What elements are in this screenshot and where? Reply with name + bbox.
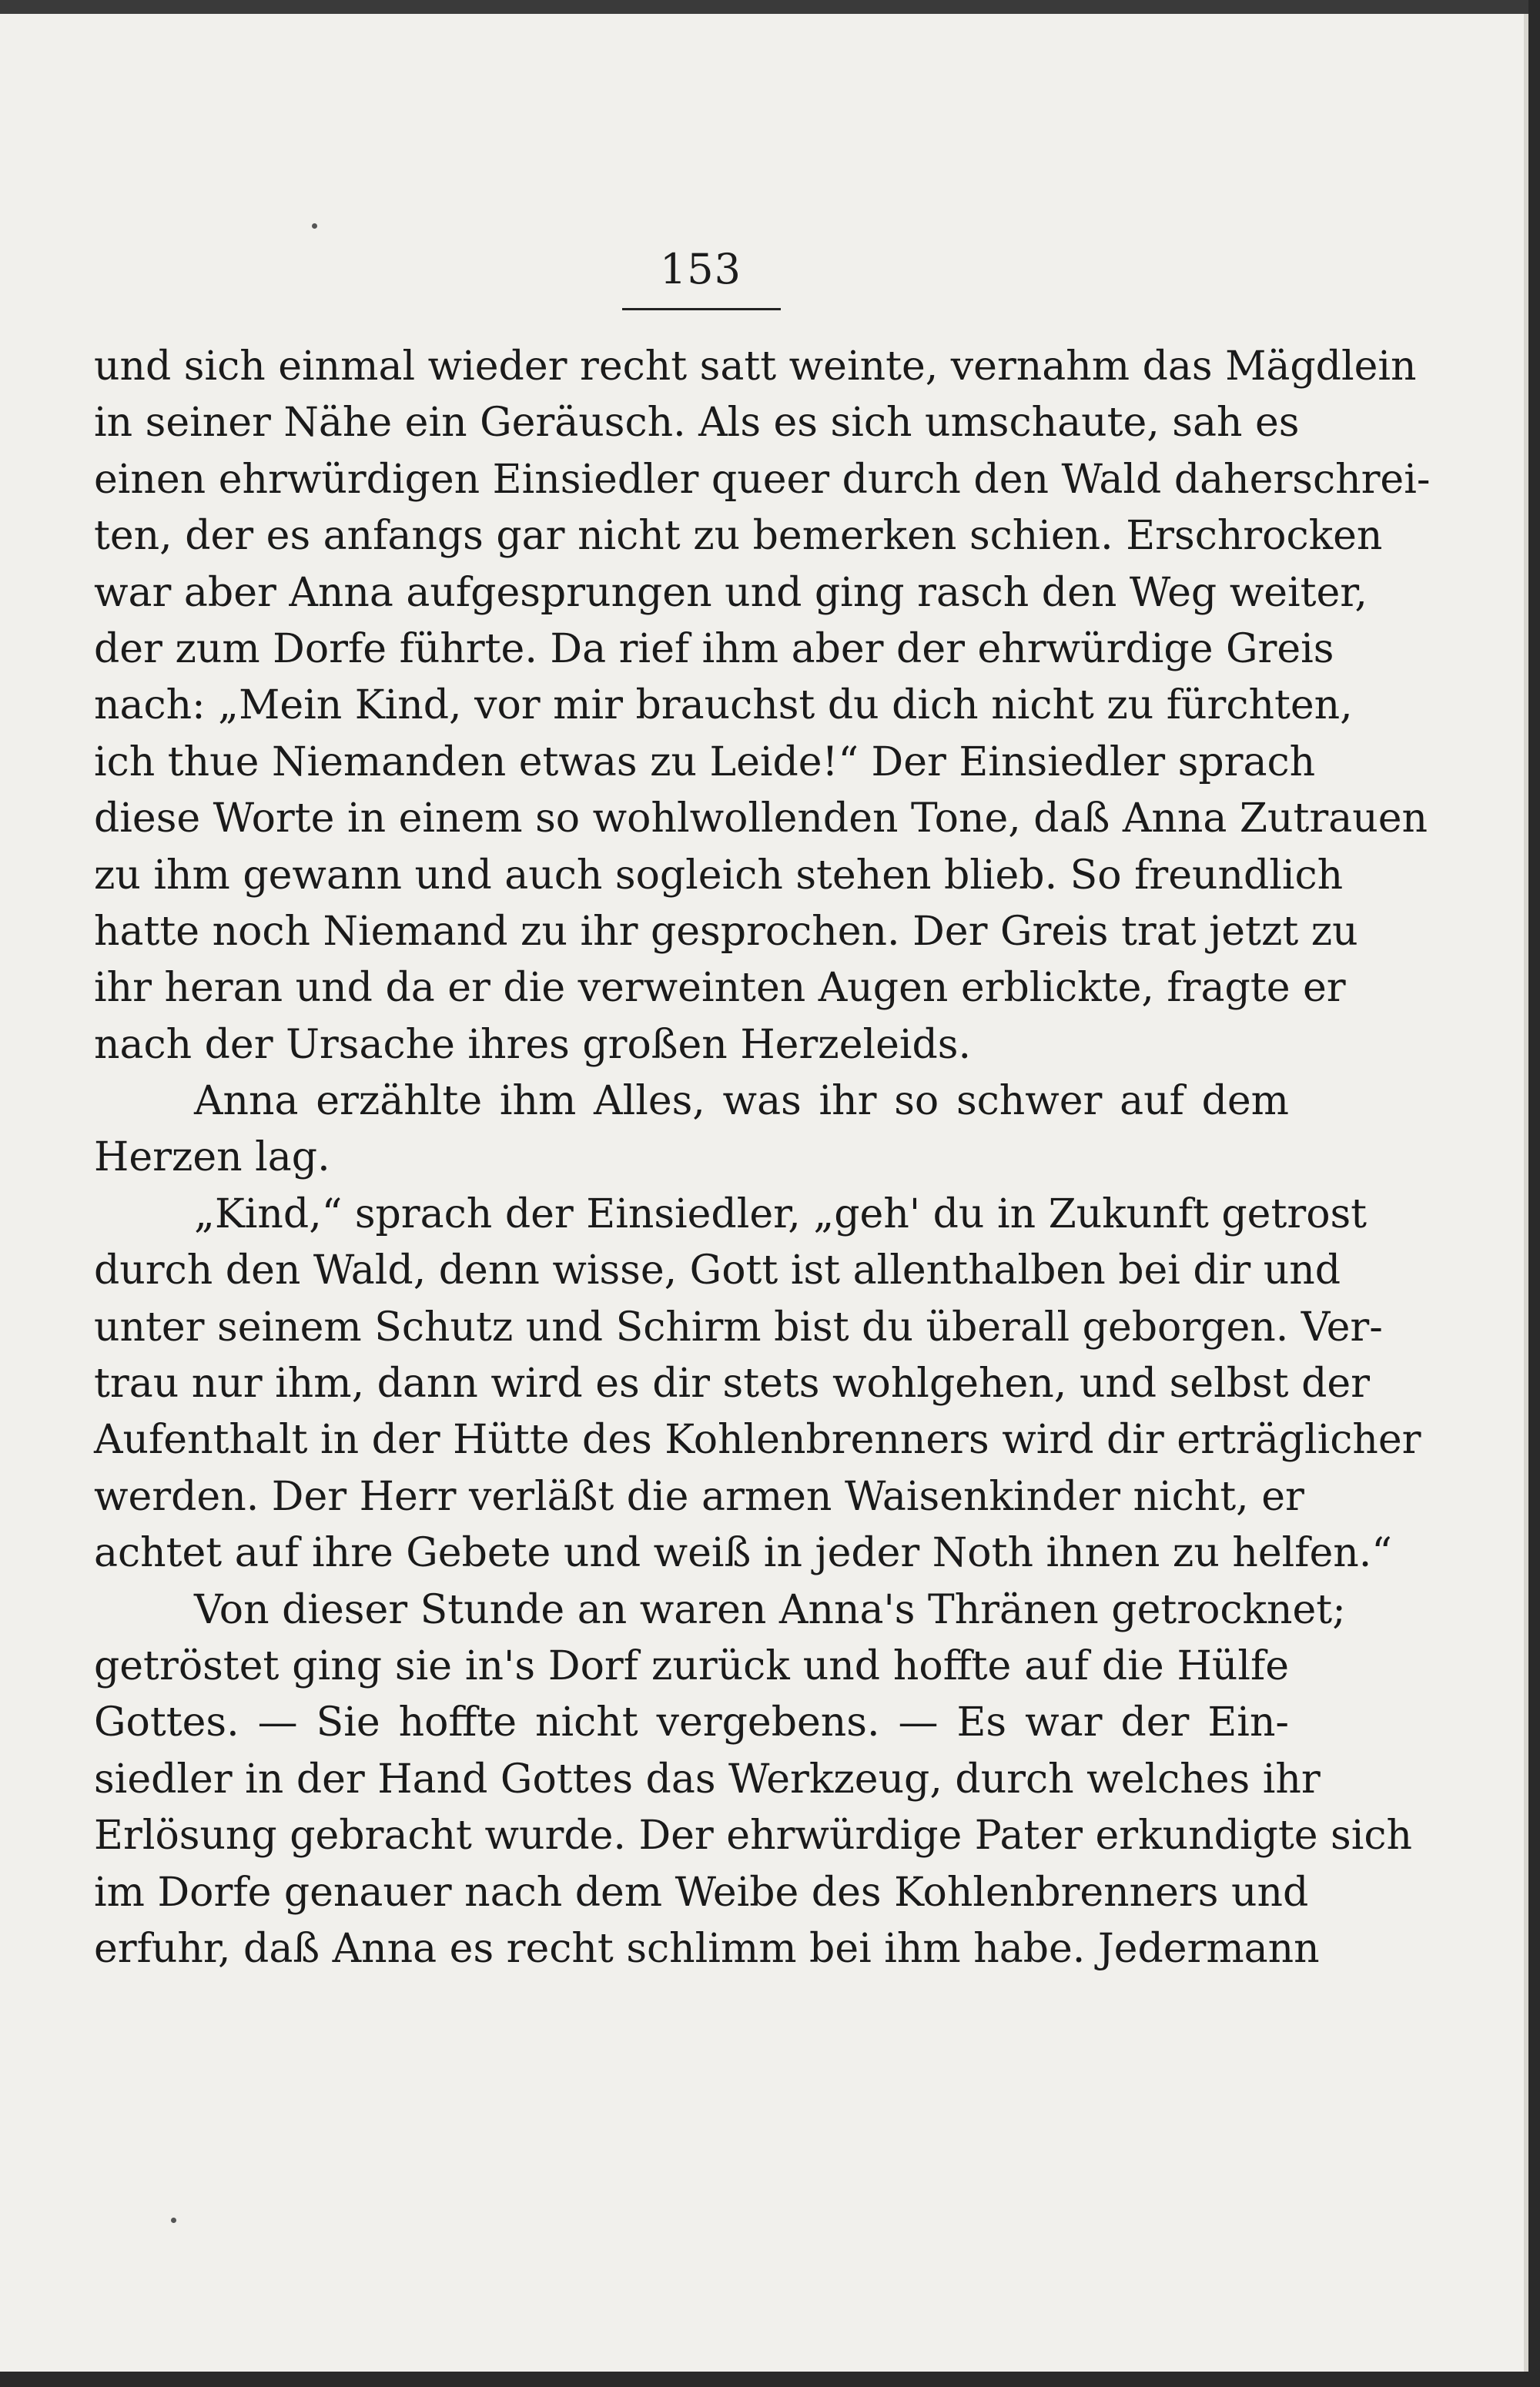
scan-right-edge bbox=[1528, 0, 1540, 2387]
text-line: nach: „Mein Kind, vor mir brauchst du dich nicht zu fürchten, bbox=[94, 682, 1353, 729]
text-line: der zum Dorfe führte. Da rief ihm aber der ehrwürdige Greis bbox=[94, 625, 1334, 672]
text-line: hatte noch Niemand zu ihr gesprochen. Der Greis trat jetzt zu bbox=[94, 908, 1358, 955]
text-line: getröstet ging sie in's Dorf zurück und hoffte auf die Hülfe bbox=[94, 1642, 1289, 1689]
text-line: zu ihm gewann und auch sogleich stehen blieb. So freundlich bbox=[94, 852, 1344, 899]
paper-speck bbox=[312, 223, 317, 229]
text-line: durch den Wald, denn wisse, Gott ist allenthalben bei dir und bbox=[94, 1247, 1341, 1294]
text-line: werden. Der Herr verläßt die armen Waisenkinder nicht, er bbox=[94, 1473, 1304, 1520]
text-line: Aufenthalt in der Hütte des Kohlenbrenners wird dir erträglicher bbox=[94, 1417, 1421, 1464]
text-line: nach der Ursache ihres großen Herzeleids. bbox=[94, 1021, 971, 1068]
text-line: ten, der es anfangs gar nicht zu bemerken schien. Erschrocken bbox=[94, 513, 1383, 560]
scan-top-edge bbox=[0, 0, 1540, 14]
text-line: Von dieser Stunde an waren Anna's Thränen getrocknet; bbox=[194, 1586, 1346, 1633]
text-line: ich thue Niemanden etwas zu Leide!“ Der Einsiedler sprach bbox=[94, 738, 1316, 785]
text-line: siedler in der Hand Gottes das Werkzeug, durch welches ihr bbox=[94, 1756, 1321, 1803]
text-line: war aber Anna aufgesprungen und ging rasch den Weg weiter, bbox=[94, 569, 1368, 616]
text-line: Erlösung gebracht wurde. Der ehrwürdige Pater erkundigte sich bbox=[94, 1813, 1412, 1860]
text-line: trau nur ihm, dann wird es dir stets wohlgehen, und selbst der bbox=[94, 1361, 1371, 1408]
text-line: „Kind,“ sprach der Einsiedler, „geh' du in Zukunft getrost bbox=[194, 1190, 1368, 1237]
text-line: einen ehrwürdigen Einsiedler queer durch den Wald daherschrei- bbox=[94, 456, 1431, 503]
text-line: Gottes. — Sie hoffte nicht vergebens. — Es war der Ein- bbox=[94, 1699, 1289, 1746]
text-line: Anna erzählte ihm Alles, was ihr so schwer auf dem bbox=[194, 1078, 1289, 1125]
text-line: und sich einmal wieder recht satt weinte, vernahm das Mägdlein bbox=[94, 343, 1417, 390]
paper-speck bbox=[171, 2218, 176, 2223]
text-line: erfuhr, daß Anna es recht schlimm bei ihm habe. Jedermann bbox=[94, 1925, 1320, 1972]
text-line: Herzen lag. bbox=[94, 1134, 330, 1181]
page-number: 153 bbox=[659, 245, 742, 293]
text-line: in seiner Nähe ein Geräusch. Als es sich umschaute, sah es bbox=[94, 400, 1300, 447]
text-line: unter seinem Schutz und Schirm bist du überall geborgen. Ver- bbox=[94, 1304, 1383, 1351]
page-number-rule bbox=[622, 308, 781, 310]
text-line: diese Worte in einem so wohlwollenden Tone, daß Anna Zutrauen bbox=[94, 795, 1428, 842]
text-line: im Dorfe genauer nach dem Weibe des Kohlenbrenners und bbox=[94, 1869, 1309, 1916]
text-line: ihr heran und da er die verweinten Augen erblickte, fragte er bbox=[94, 965, 1346, 1012]
body-text bbox=[94, 339, 1431, 1977]
text-line: achtet auf ihre Gebete und weiß in jeder Noth ihnen zu helfen.“ bbox=[94, 1530, 1392, 1577]
